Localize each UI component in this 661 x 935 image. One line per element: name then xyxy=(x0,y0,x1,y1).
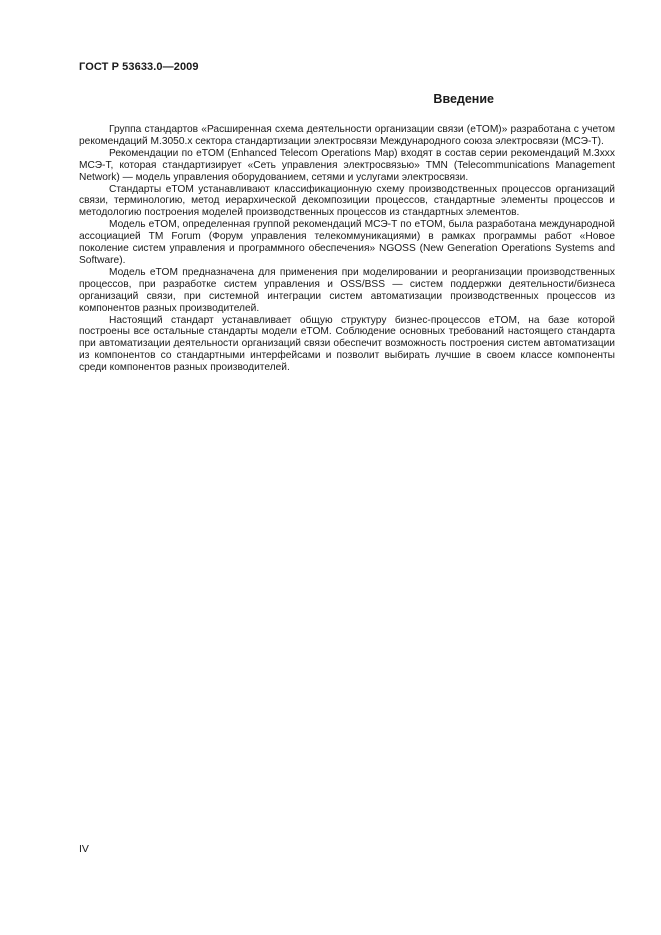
paragraph-5: Модель eTOM предназначена для применения при моделировании и реорганизации производственных процессов, при разработке систем управления и OSS/BSS — систем поддержки деятельности/бизнеса организаций связи, при системной интеграции систем автоматизации производственных процессов из компонентов разных производителей. xyxy=(79,266,615,314)
introduction-body xyxy=(79,124,615,374)
paragraph-4: Модель eTOM, определенная группой рекомендаций МСЭ-Т по eTOM, была разработана международной ассоциацией TM Forum (Форум управления телекоммуникациями) в рамках программы работ «Новое поколение систем управления и программного обеспечения» NGOSS (New Generation Operations Systems and Software). xyxy=(79,219,615,266)
paragraph-3: Стандарты eTOM устанавливают классификационную схему производственных процессов организаций связи, терминологию, метод иерархической декомпозиции процессов, стандартные элементы процессов и методологию построения моделей производственных процессов из стандартных элементов. xyxy=(79,183,615,219)
page-number: IV xyxy=(79,843,89,855)
paragraph-6: Настоящий стандарт устанавливает общую структуру бизнес-процессов eTOM, на базе которой построены все остальные стандарты модели eTOM. Соблюдение основных требований настоящего стандарта при автоматизации деятельности организаций связи обеспечит возможность построения систем автоматизации из компонентов со стандартными интерфейсами и позволит выбирать лучшие в своем классе компоненты среди компонентов разных производителей. xyxy=(79,314,615,374)
paragraph-2: Рекомендации по eTOM (Enhanced Telecom Operations Map) входят в состав серии рекомендаций M.3xxx МСЭ-Т, которая стандартизирует «Сеть управления электросвязью» TMN (Telecommunications Management Network) — модель управления оборудованием, сетями и услугами электросвязи. xyxy=(79,147,615,183)
paragraph-1: Группа стандартов «Расширенная схема деятельности организации связи (eTOM)» разработана с учетом рекомендаций M.3050.x сектора стандартизации электросвязи Международного союза электросвязи (МСЭ-Т). xyxy=(79,124,615,147)
document-header: ГОСТ Р 53633.0—2009 xyxy=(79,61,199,73)
section-title: Введение xyxy=(433,92,494,106)
